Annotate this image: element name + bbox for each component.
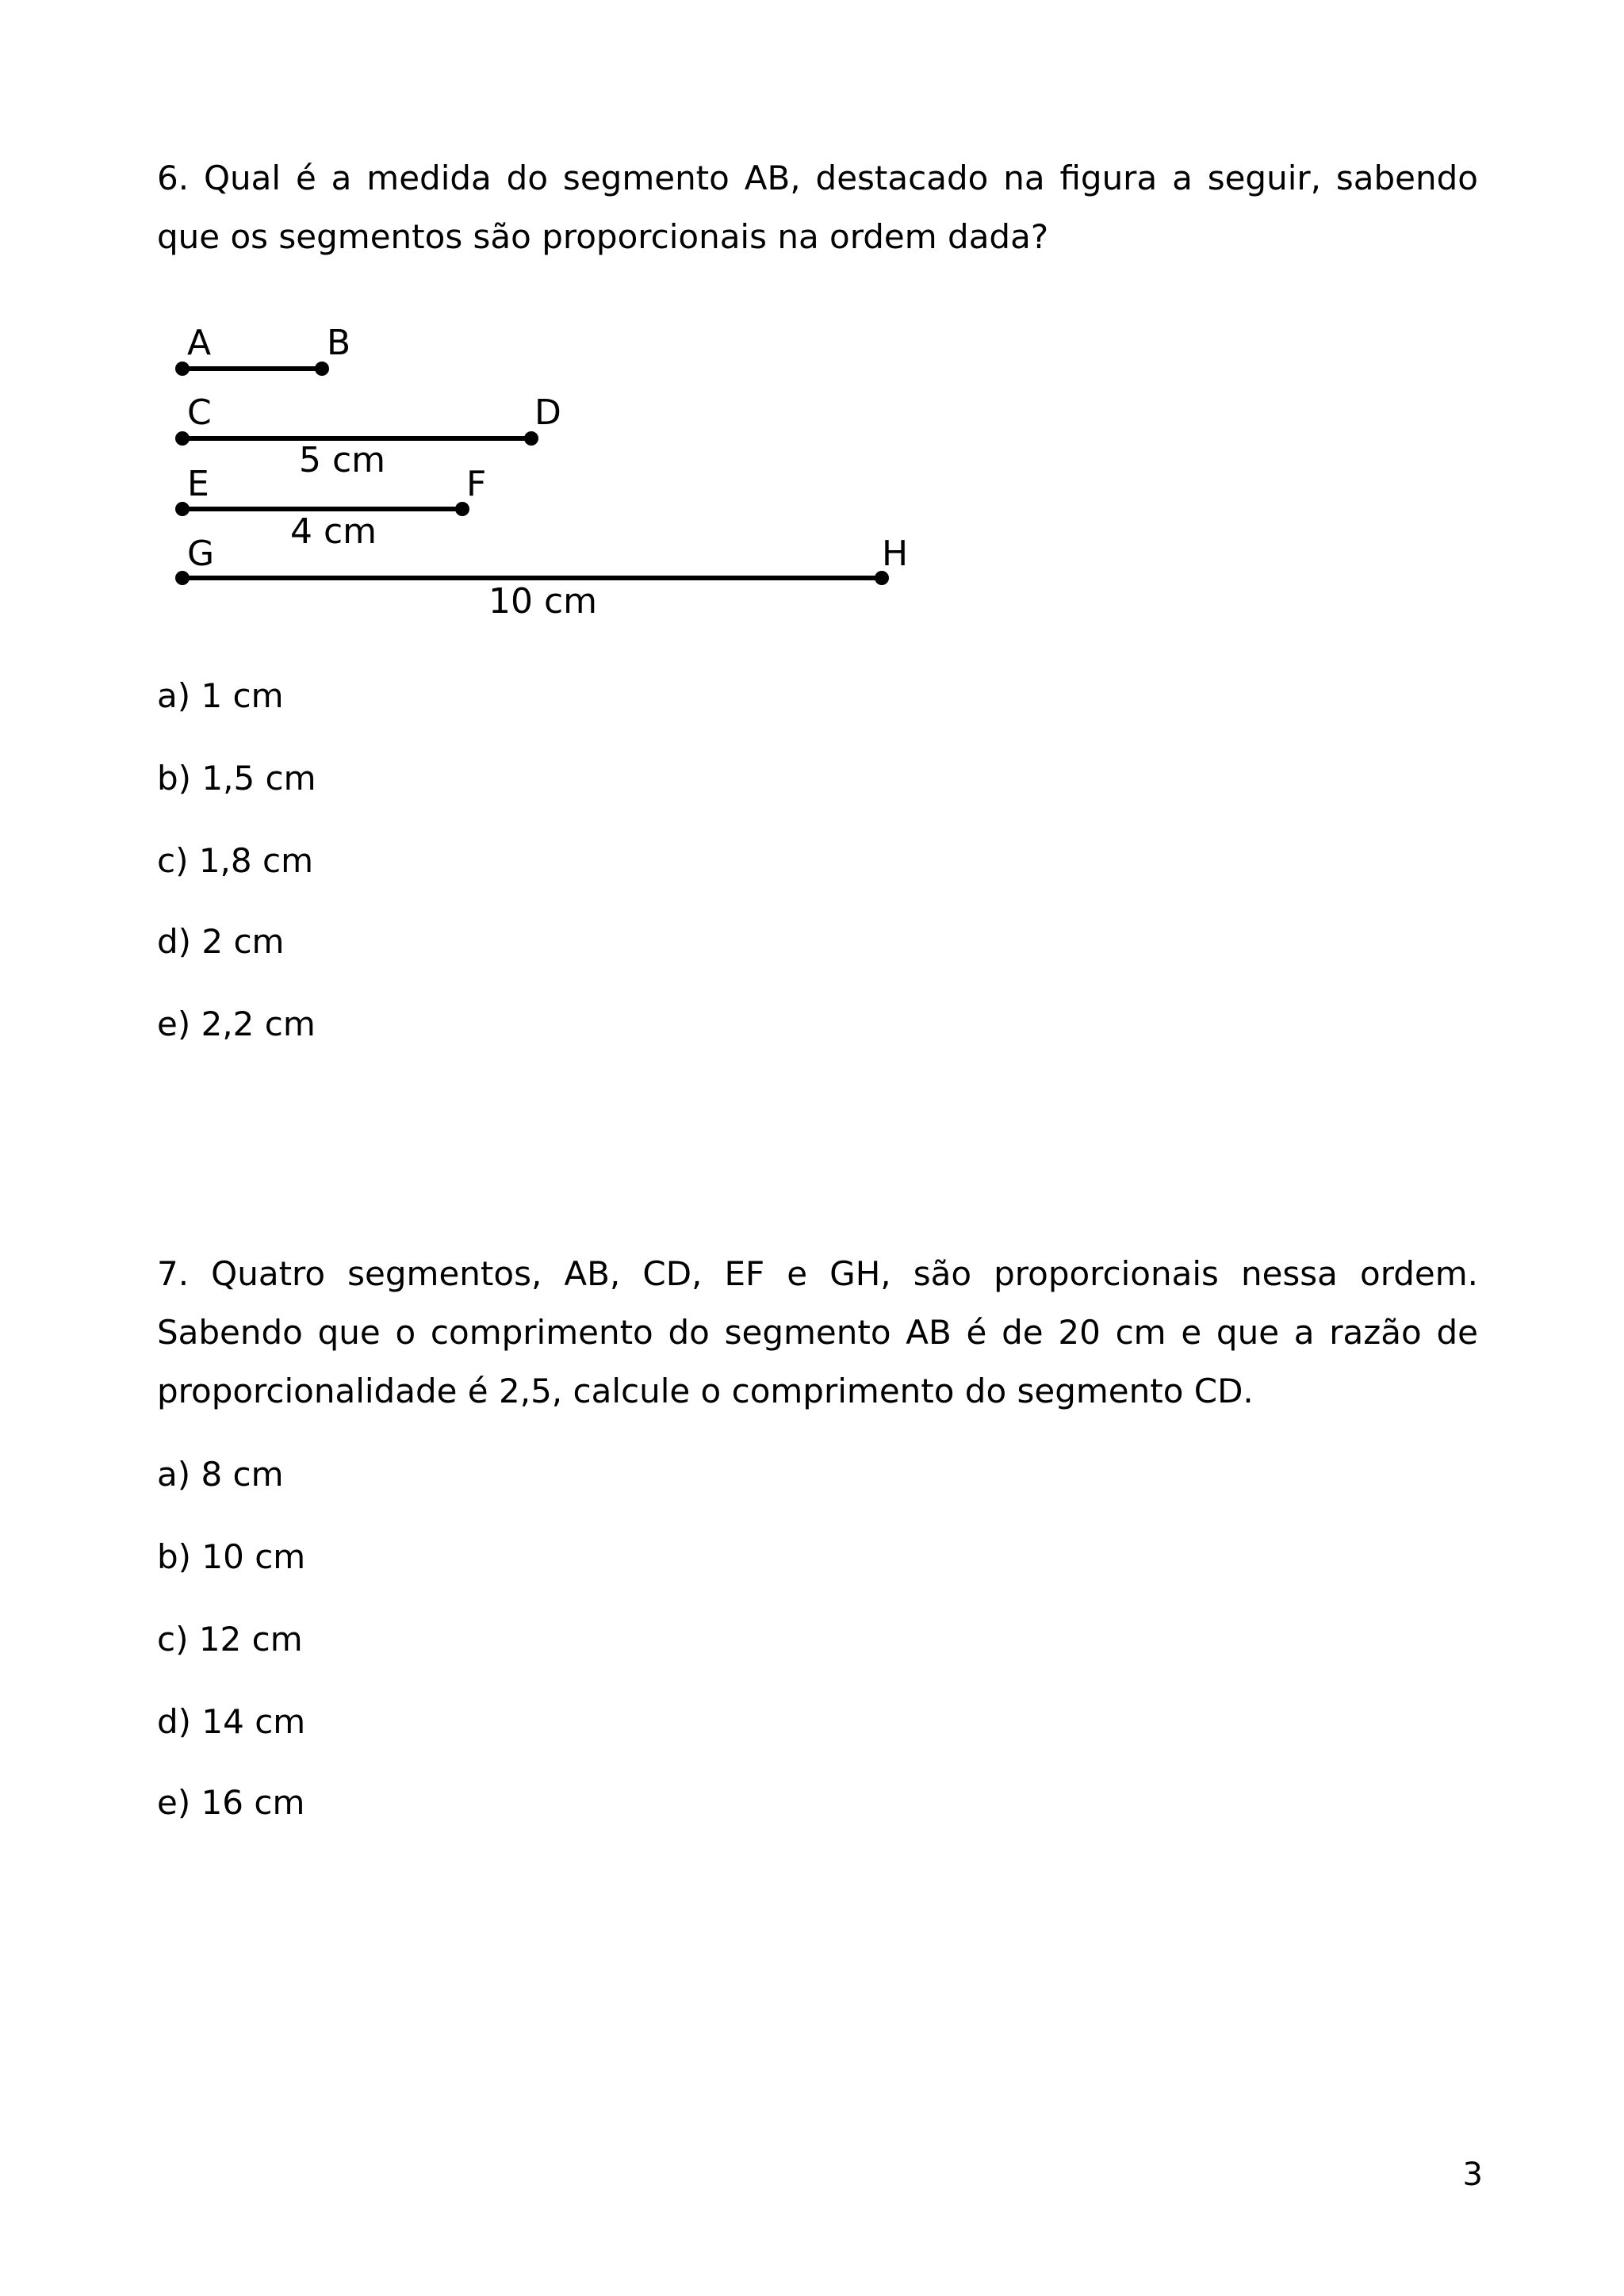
label-h: H <box>882 534 909 574</box>
q7-option-e: e) 16 cm <box>157 1783 305 1822</box>
q7-option-a: a) 8 cm <box>157 1455 284 1494</box>
label-b: B <box>327 323 351 363</box>
label-c: C <box>187 392 212 433</box>
point-b-dot <box>315 362 329 376</box>
q7-option-c: c) 12 cm <box>157 1620 303 1659</box>
point-a-dot <box>175 362 190 376</box>
label-f: F <box>466 464 487 504</box>
label-e: E <box>187 464 209 504</box>
page-number: 3 <box>1462 2156 1483 2193</box>
q6-option-b: b) 1,5 cm <box>157 759 316 798</box>
question-6-text: 6. Qual é a medida do segmento AB, destacado na figura a seguir, sabendo que os segmentos são proporcionais na ordem dada? <box>157 159 1478 256</box>
segments-figure <box>159 313 936 630</box>
q6-option-a: a) 1 cm <box>157 676 284 715</box>
point-d-dot <box>524 431 538 446</box>
q7-option-d: d) 14 cm <box>157 1702 306 1741</box>
q6-option-e: e) 2,2 cm <box>157 1004 316 1043</box>
label-g: G <box>187 534 215 574</box>
length-ef: 4 cm <box>290 511 377 552</box>
q6-option-c: c) 1,8 cm <box>157 841 313 880</box>
length-cd: 5 cm <box>299 440 386 480</box>
q6-option-d: d) 2 cm <box>157 922 285 961</box>
q7-option-b: b) 10 cm <box>157 1537 306 1576</box>
length-gh: 10 cm <box>488 581 598 622</box>
label-a: A <box>187 323 212 363</box>
point-c-dot <box>175 431 190 446</box>
label-d: D <box>534 392 561 433</box>
question-7-text: 7. Quatro segmentos, AB, CD, EF e GH, são proporcionais nessa ordem. Sabendo que o comprimento do segmento AB é de 20 cm e que a razão de proporcionalidade é 2,5, calcule o comprimento do segmento CD. <box>157 1254 1478 1410</box>
